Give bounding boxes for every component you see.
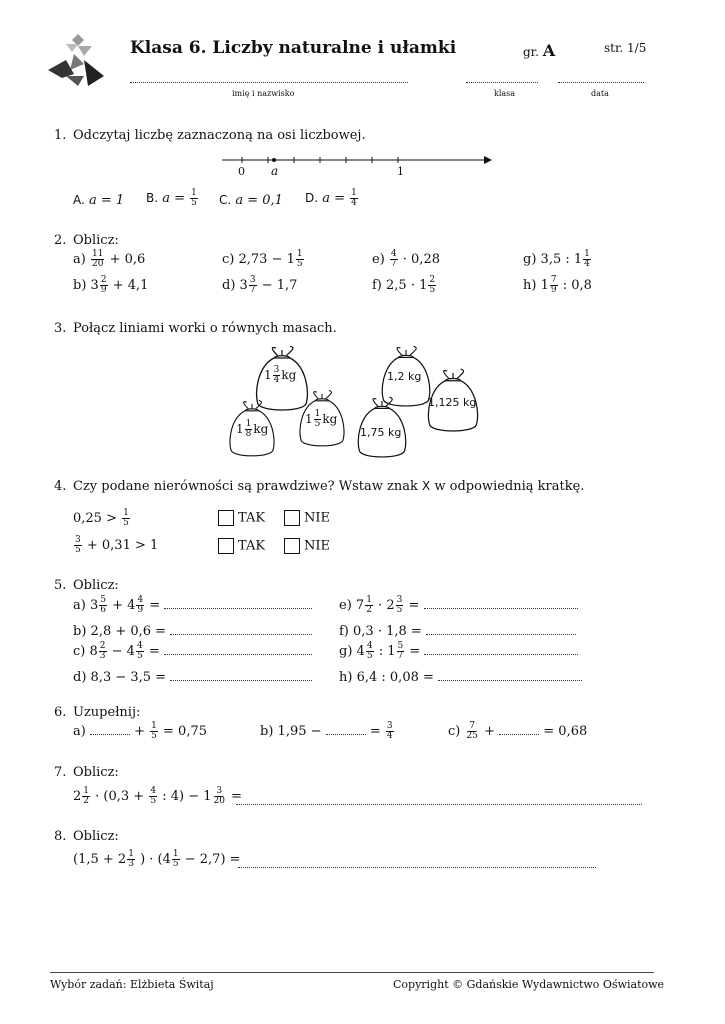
bag-2-label: 1 $\frac{1}{8}$ kg — [236, 419, 269, 439]
q5-item-d: d) 8,3 − 3,5 = — [73, 670, 312, 685]
axis-label-zero: 0 — [238, 165, 245, 178]
date-field[interactable] — [558, 72, 644, 83]
q2-item-b: b) 3 $\frac{2}{9}$ + 4,1 — [73, 275, 149, 295]
axis-label-a: a — [271, 164, 279, 178]
date-caption: data — [591, 89, 609, 98]
bag-1-label: 1 $\frac{3}{4}$ kg — [264, 365, 297, 385]
q6-b-blank[interactable] — [326, 724, 366, 735]
q5-a-answer[interactable] — [164, 598, 312, 609]
bag-6[interactable] — [424, 364, 482, 438]
bag-2[interactable] — [226, 400, 278, 458]
q1-option-a[interactable]: A. a = 1 — [73, 193, 125, 208]
bag-6-label: 1,125 kg — [428, 396, 477, 409]
number-line — [222, 152, 494, 168]
name-caption: imię i nazwisko — [232, 89, 295, 98]
q5-g-answer[interactable] — [424, 644, 578, 655]
q6-item-b: b) 1,95 − = $\frac{3}{4}$ — [260, 721, 393, 741]
q3-prompt: Połącz liniami worki o równych masach. — [73, 321, 337, 336]
q5-item-a: a) 3 $\frac{5}{6}$ + 4 $\frac{4}{9}$ = — [73, 596, 312, 615]
q2-item-f: f) 2,5 · 1 $\frac{2}{5}$ — [372, 275, 436, 295]
q5-f-answer[interactable] — [426, 624, 576, 635]
q2-item-g: g) 3,5 : 1 $\frac{1}{4}$ — [523, 249, 590, 269]
q7-expression: 2 $\frac{1}{2}$ · (0,3 + $\frac{4}{5}$ : 4) − 1 $\frac{3}{20}$ = — [73, 786, 243, 806]
footer-rule — [50, 972, 654, 973]
q1-number: 1. — [54, 128, 67, 143]
bag-5-label: 1,75 kg — [360, 426, 402, 439]
page-title: Klasa 6. Liczby naturalne i ułamki — [130, 38, 457, 58]
publisher-logo — [44, 30, 108, 88]
checkbox-icon[interactable] — [284, 510, 300, 526]
q2-item-e: e) $\frac{4}{7}$ · 0,28 — [372, 249, 440, 269]
q5-b-answer[interactable] — [170, 624, 312, 635]
q5-item-f: f) 0,3 · 1,8 = — [339, 624, 576, 639]
q7-number: 7. — [54, 765, 67, 780]
checkbox-icon[interactable] — [218, 538, 234, 554]
q2-item-c: c) 2,73 − 1 $\frac{1}{5}$ — [222, 249, 303, 269]
q4-row-1: 0,25 > $\frac{1}{5}$ — [73, 508, 129, 528]
bag-5[interactable] — [354, 396, 410, 460]
class-field[interactable] — [466, 72, 538, 83]
q6-a-blank[interactable] — [90, 724, 130, 735]
q8-prompt: Oblicz: — [73, 829, 119, 844]
q2-prompt: Oblicz: — [73, 233, 119, 248]
class-caption: klasa — [494, 89, 516, 98]
q6-c-blank[interactable] — [499, 724, 539, 735]
q7-answer[interactable] — [236, 794, 642, 805]
page-number: str. 1/5 — [604, 41, 647, 55]
q7-prompt: Oblicz: — [73, 765, 119, 780]
footer-author: Wybór zadań: Elżbieta Świtaj — [50, 978, 214, 991]
q5-e-answer[interactable] — [424, 598, 578, 609]
q5-h-answer[interactable] — [438, 670, 582, 681]
footer-copyright: Copyright © Gdańskie Wydawnictwo Oświatowe — [393, 978, 665, 991]
q4-row-2-no[interactable]: NIE — [284, 538, 330, 554]
q6-prompt: Uzupełnij: — [73, 705, 141, 720]
q5-item-h: h) 6,4 : 0,08 = — [339, 670, 582, 685]
q6-item-c: c) $\frac{7}{25}$ + = 0,68 — [448, 721, 588, 741]
q2-item-d: d) 3 $\frac{3}{7}$ − 1,7 — [222, 275, 298, 295]
q8-number: 8. — [54, 829, 67, 844]
q1-option-c[interactable]: C. a = 0,1 — [219, 193, 283, 208]
q1-prompt: Odczytaj liczbę zaznaczoną na osi liczbowej. — [73, 128, 366, 143]
q4-row-2: $\frac{3}{5}$ + 0,31 > 1 — [75, 535, 159, 555]
q6-item-a: a) + $\frac{1}{5}$ = 0,75 — [73, 721, 208, 741]
group-label: gr. A — [523, 41, 556, 60]
q4-row-2-yes[interactable]: TAK — [218, 538, 265, 554]
q5-prompt: Oblicz: — [73, 578, 119, 593]
group-value: A — [542, 41, 556, 60]
q6-number: 6. — [54, 705, 67, 720]
q8-expression: (1,5 + 2 $\frac{1}{3}$ ) · (4 $\frac{1}{5}$ − 2,7) = — [73, 849, 241, 869]
q5-d-answer[interactable] — [170, 670, 312, 681]
q4-prompt: Czy podane nierówności są prawdziwe? Wstaw znak X w odpowiednią kratkę. — [73, 479, 585, 494]
q4-number: 4. — [54, 479, 67, 494]
checkbox-icon[interactable] — [218, 510, 234, 526]
q2-item-h: h) 1 $\frac{7}{9}$ : 0,8 — [523, 275, 592, 295]
q5-c-answer[interactable] — [164, 644, 312, 655]
q5-item-b: b) 2,8 + 0,6 = — [73, 624, 312, 639]
q2-item-a: a) $\frac{11}{20}$ + 0,6 — [73, 249, 146, 269]
axis-label-one: 1 — [397, 165, 404, 178]
q2-number: 2. — [54, 233, 67, 248]
q4-row-1-yes[interactable]: TAK — [218, 510, 265, 526]
q5-item-e: e) 7 $\frac{1}{2}$ · 2 $\frac{3}{5}$ = — [339, 596, 578, 615]
bag-4-label: 1,2 kg — [387, 370, 422, 383]
q5-item-g: g) 4 $\frac{4}{5}$ : 1 $\frac{5}{7}$ = — [339, 642, 578, 661]
q5-number: 5. — [54, 578, 67, 593]
checkbox-icon[interactable] — [284, 538, 300, 554]
q5-item-c: c) 8 $\frac{2}{3}$ − 4 $\frac{4}{5}$ = — [73, 642, 312, 661]
name-field[interactable] — [130, 72, 408, 83]
q3-number: 3. — [54, 321, 67, 336]
q8-answer[interactable] — [238, 857, 596, 868]
q1-option-b[interactable]: B. a = $\frac{1}{5}$ — [146, 188, 197, 208]
q1-option-d[interactable]: D. a = $\frac{1}{4}$ — [305, 188, 357, 208]
bag-3[interactable] — [296, 390, 348, 448]
q4-row-1-no[interactable]: NIE — [284, 510, 330, 526]
bag-3-label: 1 $\frac{1}{5}$ kg — [305, 409, 338, 429]
